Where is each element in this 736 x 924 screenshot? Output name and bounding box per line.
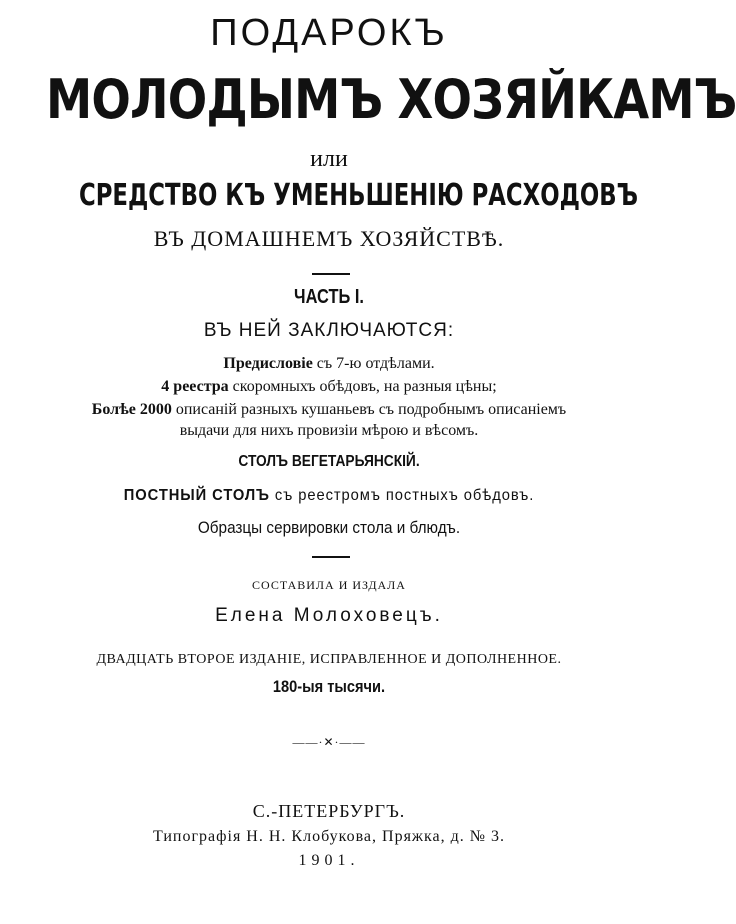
connector-or: или — [310, 146, 348, 172]
contents-item-registers-bold: 4 реестра — [161, 378, 229, 395]
contents-item-preface-bold: Предисловіе — [223, 355, 313, 372]
vegetarian-table: СТОЛЪ ВЕГЕТАРЬЯНСКІЙ. — [238, 453, 420, 470]
contents-item-recipes — [0, 401, 658, 419]
contents-item-preface — [0, 355, 658, 373]
ornament-divider: ——·✕·—— — [292, 735, 366, 749]
lenten-table-text: съ реестромъ постныхъ обѣдовъ. — [269, 487, 535, 504]
lenten-table-bold: ПОСТНЫЙ СТОЛЪ — [123, 487, 270, 504]
title-line-1: ПОДАРОКЪ — [210, 12, 448, 54]
author-name: Елена Молоховецъ. — [215, 605, 443, 626]
serving-samples: Образцы сервировки стола и блюдъ. — [197, 518, 461, 537]
part-label: ЧАСТЬ I. — [294, 286, 364, 308]
title-line-2: МОЛОДЫМЪ ХОЗЯЙКАМЪ — [46, 68, 736, 131]
divider-rule-top — [312, 273, 350, 275]
contents-item-recipes-text: описаній разныхъ кушаньевъ съ подробнымъ описаніемъ — [171, 401, 567, 418]
contents-item-recipes-cont: выдачи для нихъ провизіи мѣрою и вѣсомъ. — [179, 422, 479, 439]
subtitle-line-2: ВЪ ДОМАШНЕМЪ ХОЗЯЙСТВѢ. — [153, 226, 505, 251]
edition-note: ДВАДЦАТЬ ВТОРОЕ ИЗДАНІЕ, ИСПРАВЛЕННОЕ И ДОПОЛНЕННОЕ. — [96, 652, 562, 667]
contents-item-preface-text: съ 7-ю отдѣлами. — [312, 355, 435, 372]
contents-item-registers — [0, 378, 658, 396]
city: С.-ПЕТЕРБУРГЪ. — [252, 801, 406, 821]
thousand-note: 180-ыя тысячи. — [272, 677, 386, 696]
lenten-table — [26, 487, 631, 505]
contents-item-registers-text: скоромныхъ обѣдовъ, на разныя цѣны; — [228, 378, 497, 395]
printer: Типографія Н. Н. Клобукова, Пряжка, д. № 3. — [152, 828, 506, 845]
divider-rule-middle — [312, 556, 350, 558]
contents-heading: ВЪ НЕЙ ЗАКЛЮЧАЮТСЯ: — [203, 320, 455, 341]
year: 1901. — [298, 852, 360, 869]
compiled-by: СОСТАВИЛА И ИЗДАЛА — [252, 578, 406, 592]
subtitle-line-1: СРЕДСТВО КЪ УМЕНЬШЕНІЮ РАСХОДОВЪ — [78, 178, 639, 213]
contents-item-recipes-bold: Болѣе 2000 — [91, 401, 172, 418]
